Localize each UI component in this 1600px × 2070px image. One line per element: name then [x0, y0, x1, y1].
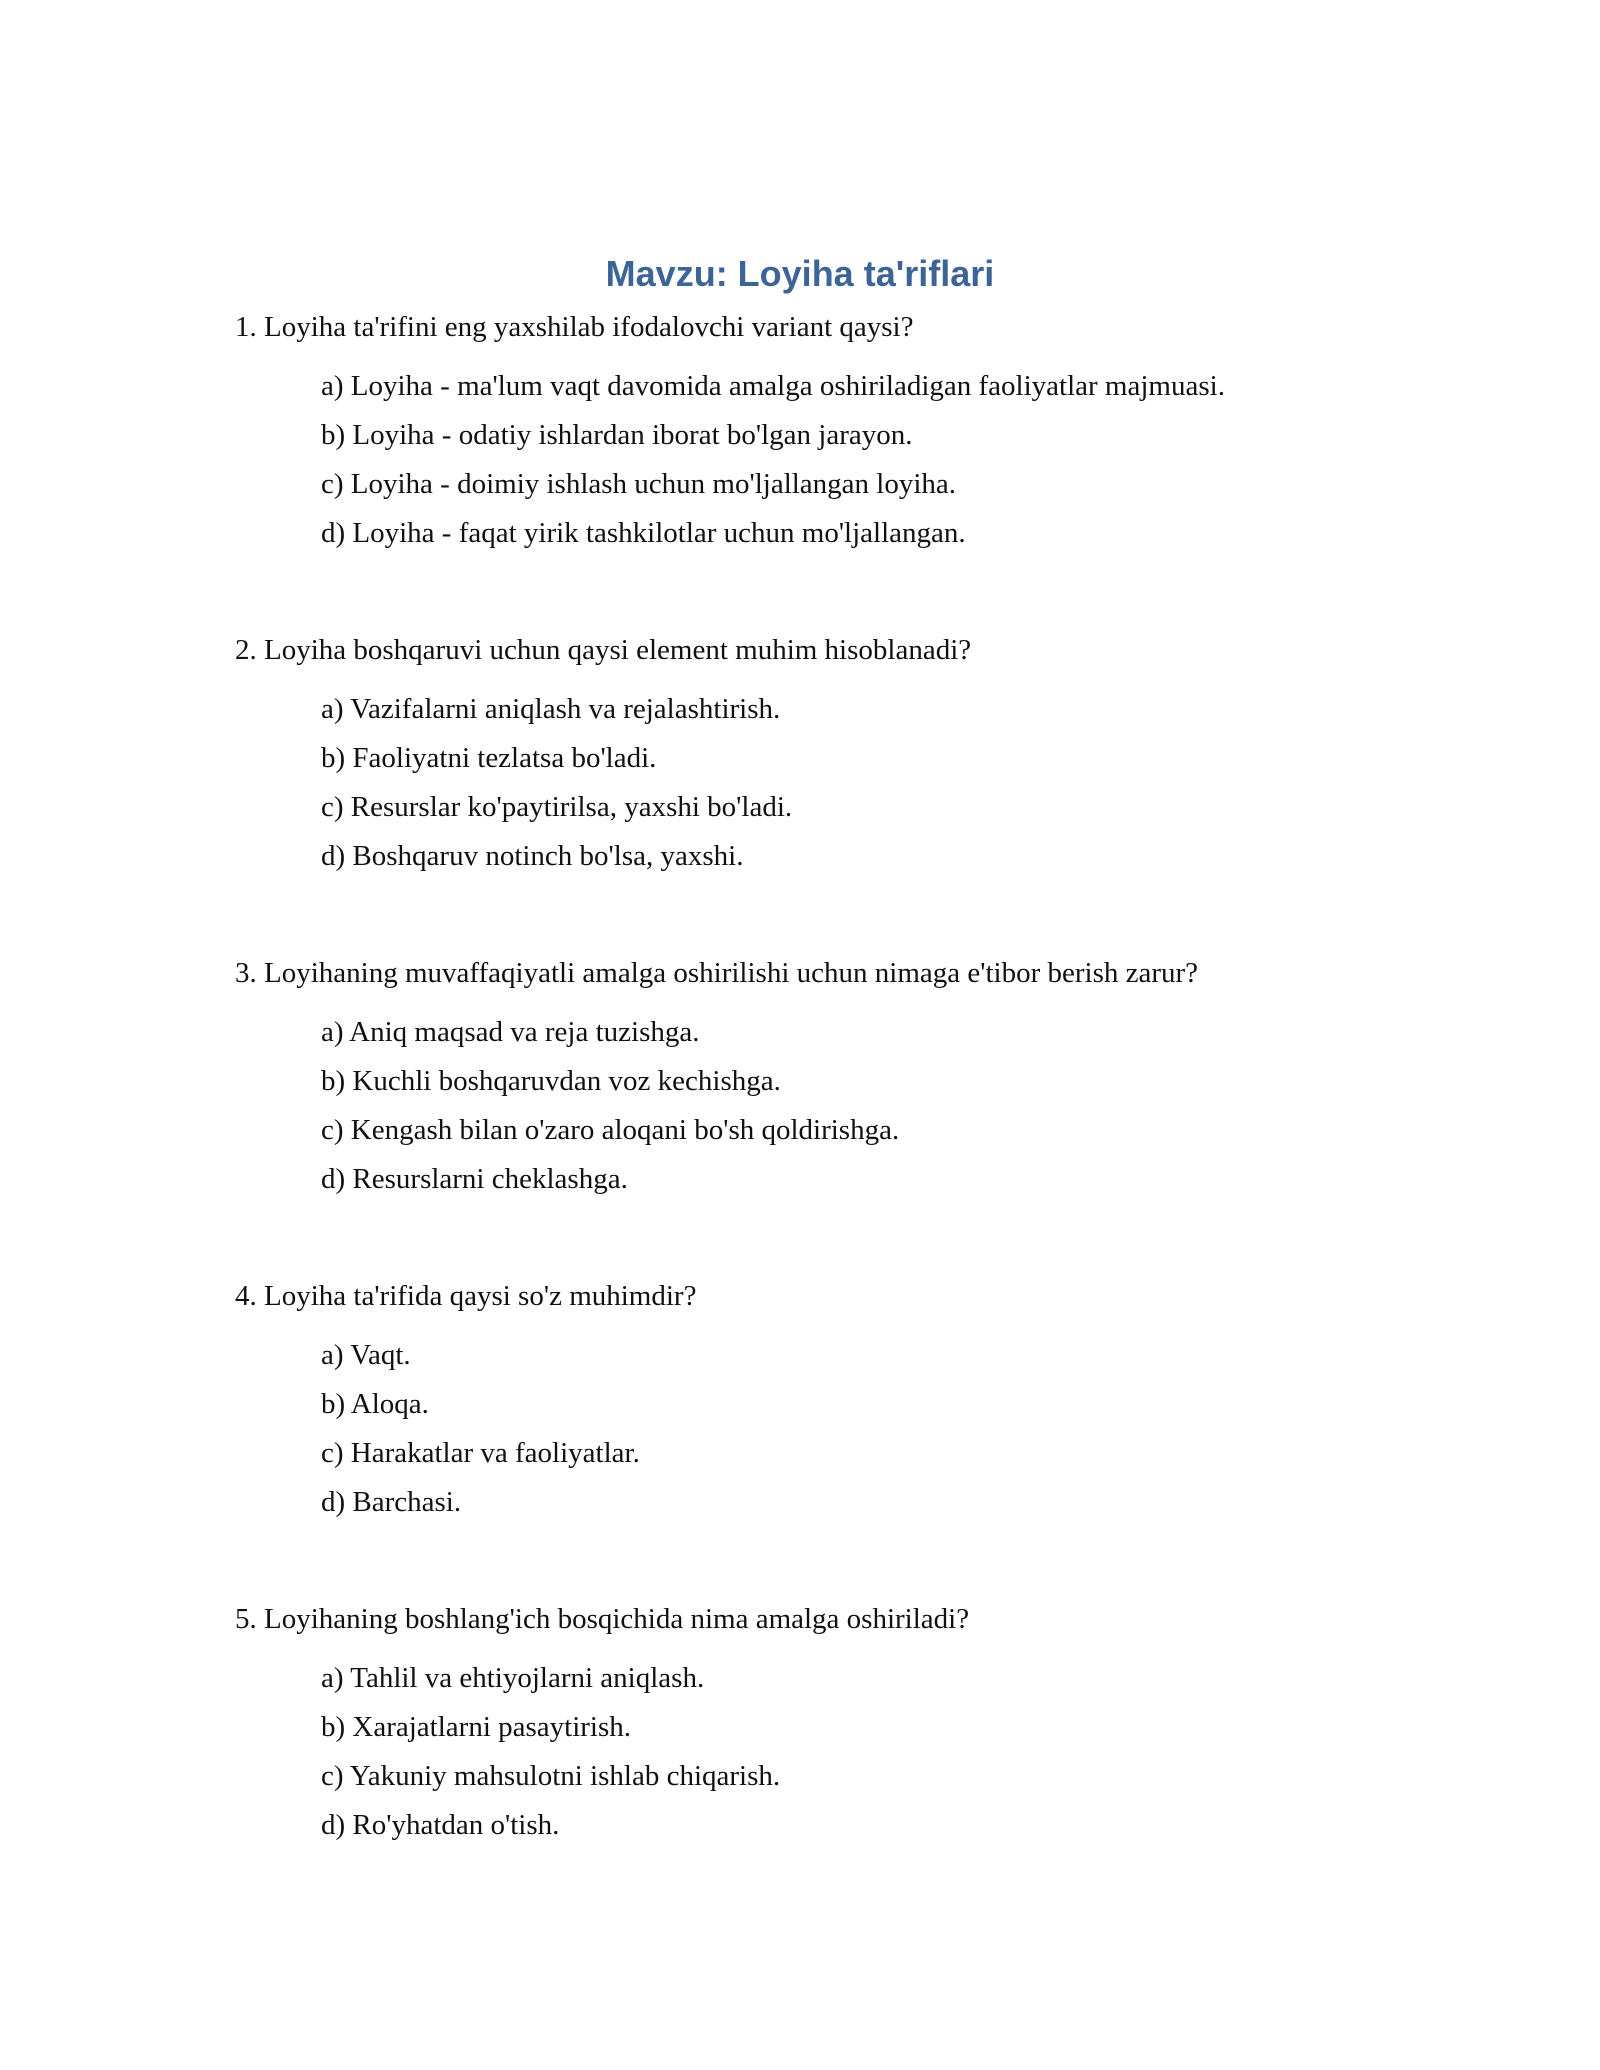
question-text: 4. Loyiha ta'rifida qaysi so'z muhimdir? — [235, 1280, 697, 1312]
answer-option-d: d) Barchasi. — [321, 1486, 462, 1518]
answer-options — [235, 685, 1415, 881]
page-title: Mavzu: Loyiha ta'riflari — [605, 253, 995, 294]
answer-option-d: d) Boshqaruv notinch bo'lsa, yaxshi. — [321, 840, 744, 872]
answer-option-d: d) Loyiha - faqat yirik tashkilotlar uchun mo'ljallangan. — [321, 517, 966, 549]
answer-option-c: c) Loyiha - doimiy ishlash uchun mo'ljallangan loyiha. — [321, 468, 957, 500]
question-list — [235, 306, 1415, 1850]
question-4 — [235, 1275, 1415, 1527]
question-3 — [235, 952, 1415, 1204]
answer-option-b: b) Xarajatlarni pasaytirish. — [321, 1711, 632, 1743]
answer-option-c: c) Harakatlar va faoliyatlar. — [321, 1437, 640, 1469]
question-text: 5. Loyihaning boshlang'ich bosqichida nima amalga oshiriladi? — [235, 1603, 970, 1635]
answer-option-d: d) Ro'yhatdan o'tish. — [321, 1809, 560, 1841]
question-1 — [235, 306, 1415, 558]
answer-option-a: a) Loyiha - ma'lum vaqt davomida amalga oshiriladigan faoliyatlar majmuasi. — [321, 370, 1225, 402]
answer-option-b: b) Loyiha - odatiy ishlardan iborat bo'lgan jarayon. — [321, 419, 913, 451]
answer-options — [235, 1331, 1415, 1527]
answer-option-a: a) Tahlil va ehtiyojlarni aniqlash. — [321, 1662, 705, 1694]
question-2 — [235, 629, 1415, 881]
question-text: 2. Loyiha boshqaruvi uchun qaysi element muhim hisoblanadi? — [235, 634, 972, 666]
answer-option-a: a) Aniq maqsad va reja tuzishga. — [321, 1016, 700, 1048]
answer-option-a: a) Vazifalarni aniqlash va rejalashtirish. — [321, 693, 781, 725]
answer-option-b: b) Faoliyatni tezlatsa bo'ladi. — [321, 742, 657, 774]
answer-options — [235, 1654, 1415, 1850]
question-text: 1. Loyiha ta'rifini eng yaxshilab ifodalovchi variant qaysi? — [235, 311, 914, 343]
answer-option-b: b) Aloqa. — [321, 1388, 429, 1420]
question-5 — [235, 1598, 1415, 1850]
answer-option-a: a) Vaqt. — [321, 1339, 411, 1371]
question-text: 3. Loyihaning muvaffaqiyatli amalga oshirilishi uchun nimaga e'tibor berish zarur? — [235, 957, 1199, 989]
answer-option-c: c) Resurslar ko'paytirilsa, yaxshi bo'ladi. — [321, 791, 793, 823]
answer-option-d: d) Resurslarni cheklashga. — [321, 1163, 628, 1195]
answer-option-b: b) Kuchli boshqaruvdan voz kechishga. — [321, 1065, 781, 1097]
answer-option-c: c) Yakuniy mahsulotni ishlab chiqarish. — [321, 1760, 781, 1792]
answer-options — [235, 1008, 1415, 1204]
answer-option-c: c) Kengash bilan o'zaro aloqani bo'sh qoldirishga. — [321, 1114, 900, 1146]
answer-options — [235, 362, 1415, 558]
